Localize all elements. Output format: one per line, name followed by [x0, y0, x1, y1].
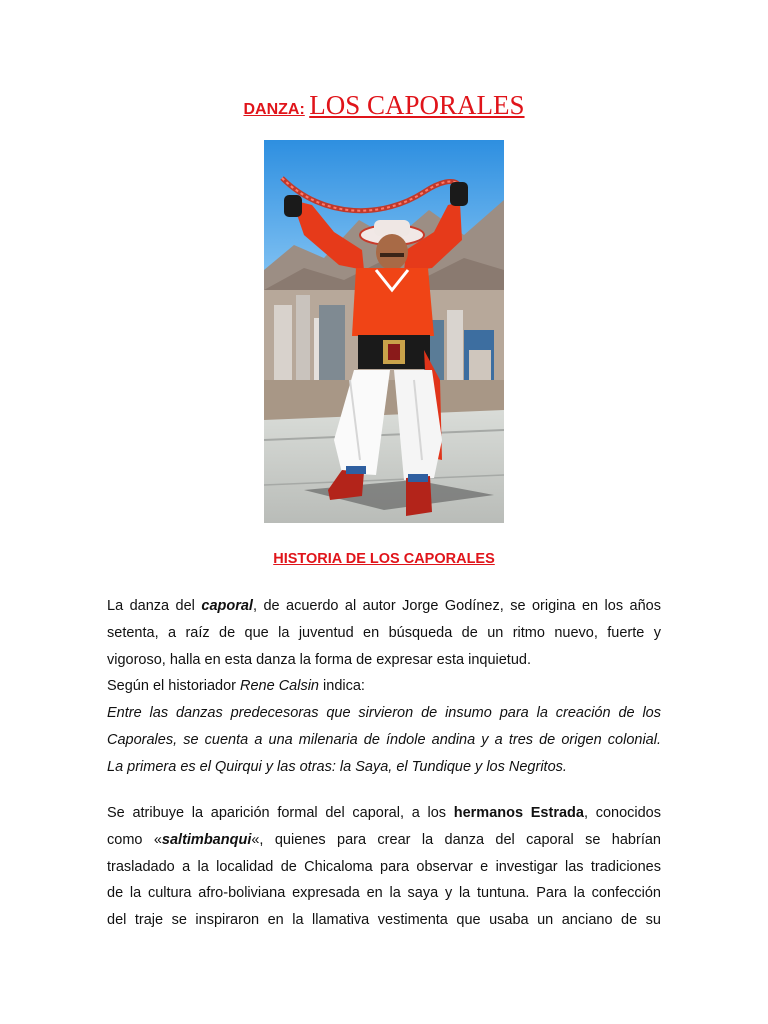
text-run-italic: Rene Calsin	[240, 678, 319, 695]
text-run: , conocidos	[583, 805, 661, 821]
paragraph-1	[107, 593, 661, 781]
page-title	[0, 90, 768, 121]
paragraph-1-line-3: vigoroso, halla en esta danza la forma de expresar esta inquietud.	[107, 651, 531, 668]
paragraph-2-line-4: de la cultura afro-boliviana expresada en la saya y la tuntuna. Para la confección	[107, 885, 661, 902]
text-run: Se atribuye la aparición formal del caporal, a los	[107, 805, 454, 821]
text-run-bold-italic: caporal	[201, 598, 253, 614]
quote-line-1: Entre las danzas predecesoras que sirvieron de insumo para la creación de los	[107, 705, 661, 722]
paragraph-1-line-2: setenta, a raíz de que la juventud en búsqueda de un ritmo nuevo, fuerte y	[107, 624, 661, 641]
text-run: como «	[107, 831, 162, 848]
paragraph-2-line-2	[107, 827, 661, 854]
text-run: indica:	[319, 678, 365, 695]
text-run: , de acuerdo al autor Jorge Godínez, se origina en los años	[252, 598, 661, 614]
quote-line-3: La primera es el Quirqui y las otras: la Saya, el Tundique y los Negritos.	[107, 758, 567, 775]
paragraph-2-line-3: trasladado a la localidad de Chicaloma para observar e investigar las tradiciones	[107, 858, 661, 875]
title-main: LOS CAPORALES	[309, 90, 525, 120]
paragraph-2-line-5: del traje se inspiraron en la llamativa vestimenta que usaba un anciano de su	[107, 912, 661, 929]
text-run-bold: hermanos Estrada	[453, 805, 584, 821]
caporal-dancer-photo	[264, 140, 504, 523]
paragraph-2-line-1	[107, 800, 661, 827]
section-heading: HISTORIA DE LOS CAPORALES	[273, 551, 495, 567]
text-run: Según el historiador	[107, 678, 240, 695]
title-label: DANZA:	[243, 101, 305, 118]
text-run: «, quienes para crear la danza del caporal se habrían	[251, 831, 661, 848]
paragraph-1-line-4	[107, 673, 661, 700]
paragraph-1-line-1	[107, 593, 661, 620]
text-run: La danza del	[107, 598, 202, 614]
text-run-bold-italic: saltimbanqui	[161, 831, 252, 848]
paragraph-2	[107, 800, 661, 934]
quote-line-2: Caporales, se cuenta a una milenaria de índole andina y a tres de origen colonial.	[107, 731, 661, 748]
